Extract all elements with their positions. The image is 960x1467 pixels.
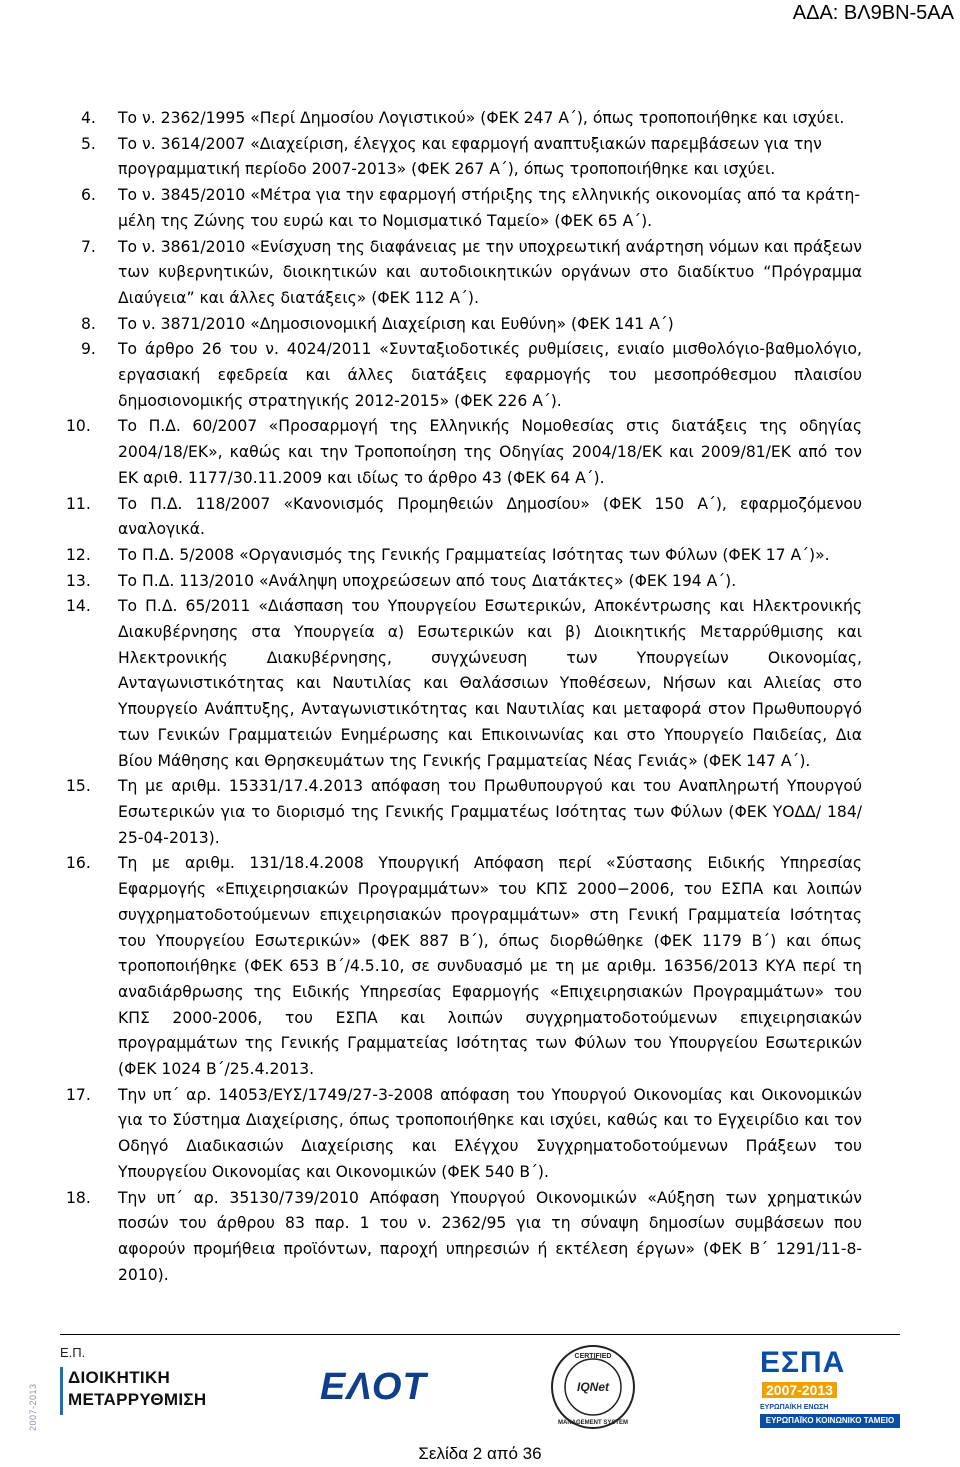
item-number: 6. — [81, 186, 96, 205]
item-number: 13. — [66, 571, 91, 590]
item-number: 16. — [66, 854, 91, 873]
list-item — [82, 132, 862, 183]
list-item — [82, 235, 862, 312]
espa-title: ΕΣΠΑ — [760, 1346, 846, 1379]
ep-dioikitiki-metarrythmisi-logo — [60, 1345, 210, 1425]
item-number: 4. — [81, 109, 96, 127]
item-text: Τη με αριθμ. 131/18.4.2008 Υπουργική Απόφαση περί «Σύστασης Ειδικής Υπηρεσίας Εφαρμογής «Επιχειρησιακών Προγραμμάτων» του ΚΠΣ 2000−2006, του ΕΣΠΑ και λοιπών συγχρηματοδοτούμενων επιχειρησιακών προγραμμάτων» στη Γενική Γραμματεία Ισότητας του Υπουργείου Εσωτερικών» (ΦΕΚ 887 Β΄), όπως διορθώθηκε (ΦΕΚ 1179 Β΄) και όπως τροποποιήθηκε (ΦΕΚ 653 Β΄/4.5.10, σε συνδυασμό με τη με αριθμ. 16356/2013 ΚΥΑ περί τη αναδιάρθρωσης της Ειδικής Υπηρεσίας Εφαρμογής «Επιχειρησιακών Προγραμμάτων» του ΚΠΣ 2000-2006, του ΕΣΠΑ και λοιπών συγχρηματοδοτούμενων επιχειρησιακών προγραμμάτων της Γενικής Γραμματείας Ισότητας των Φύλων του Υπουργείου Εσωτερικών (ΦΕΚ 1024 Β΄/25.4.2013. — [118, 854, 862, 1079]
ep-logo-bar — [60, 1367, 63, 1415]
item-text: Την υπ΄ αρ. 35130/739/2010 Απόφαση Υπουργού Οικονομικών «Αύξηση των χρηματικών ποσών του άρθρου 83 παρ. 1 του ν. 2362/95 για τη σύναψη δημοσίων συμβάσεων που αφορούν προμήθεια προϊόντων, παροχή υπηρεσιών ή εκτέλεση έργων» (ΦΕΚ Β΄ 1291/11-8-2010). — [118, 1188, 862, 1284]
cert-bottom-text: MANAGEMENT SYSTEM — [557, 1420, 629, 1426]
list-item — [66, 774, 862, 851]
item-number: 14. — [66, 597, 91, 616]
item-number: 5. — [81, 134, 96, 153]
list-item — [82, 106, 862, 132]
item-text: Την υπ΄ αρ. 14053/ΕΥΣ/1749/27-3-2008 απόφαση του Υπουργού Οικονομίας και Οικονομικών για το Σύστημα Διαχείρισης, όπως τροποποιήθηκε και ισχύει, καθώς και το Εγχειρίδιο και τον Οδηγό Διαδικασιών Διαχείρισης και Ελέγχου Συγχρηματοδοτούμενων Πράξεων του Υπουργείου Οικονομίας και Οικονομικών (ΦΕΚ 540 Β΄). — [118, 1085, 862, 1181]
list-item — [66, 1186, 862, 1289]
list-item — [66, 851, 862, 1082]
legal-basis-list — [66, 106, 862, 1288]
years-side-label: 2007-2013 — [28, 1383, 38, 1431]
espa-logo — [760, 1346, 900, 1430]
item-text: Το Π.Δ. 5/2008 «Οργανισμός της Γενικής Γραμματείας Ισότητας των Φύλων (ΦΕΚ 17 Α΄)». — [118, 545, 830, 564]
list-item — [66, 569, 862, 595]
item-text: Το άρθρο 26 του ν. 4024/2011 «Συνταξιοδοτικές ρυθμίσεις, ενιαίο μισθολόγιο-βαθμολόγιο, εργασιακή εφεδρεία και άλλες διατάξεις εφαρμογής του μεσοπρόθεσμου πλαισίου δημοσιονομικής στρατηγικής 2012-2015» (ΦΕΚ 226 Α΄). — [118, 340, 862, 410]
item-text: Το ν. 3845/2010 «Μέτρα για την εφαρμογή στήριξης της ελληνικής οικονομίας από τα κράτη- μέλη της Ζώνης του ευρώ και το Νομισματικό Ταμείο» (ΦΕΚ 65 Α΄). — [118, 186, 861, 230]
item-text: Το Π.Δ. 118/2007 «Κανονισμός Προμηθειών Δημοσίου» (ΦΕΚ 150 Α΄), εφαρμοζόμενου αναλογικά. — [118, 494, 862, 539]
list-item — [82, 337, 862, 414]
espa-years: 2007-2013 — [762, 1382, 837, 1398]
cert-top-text: CERTIFIED — [574, 1353, 612, 1360]
item-number: 7. — [81, 237, 96, 256]
item-number: 18. — [66, 1188, 91, 1207]
list-item — [66, 543, 862, 569]
list-item — [66, 1083, 862, 1186]
item-number: 9. — [81, 340, 96, 359]
list-item — [66, 492, 862, 543]
ep-line1: ΔΙΟΙΚΗΤΙΚΗ — [68, 1368, 171, 1387]
cert-mid-text: IQNet — [576, 1380, 610, 1394]
item-number: 8. — [81, 314, 96, 333]
iqnet-certification-seal — [550, 1344, 636, 1430]
ep-label: Ε.Π. — [60, 1345, 86, 1360]
item-text: Το ν. 2362/1995 «Περί Δημοσίου Λογιστικού» (ΦΕΚ 247 Α΄), όπως τροποποιήθηκε και ισχύει. — [118, 109, 845, 127]
ada-code: ΑΔΑ: ΒΛ9ΒΝ-5ΑΑ — [792, 2, 954, 24]
item-number: 10. — [66, 417, 91, 436]
elot-logo — [320, 1366, 438, 1408]
espa-fund-label: ΕΥΡΩΠΑΪΚΟ ΚΟΙΝΩΝΙΚΟ ΤΑΜΕΙΟ — [760, 1414, 900, 1428]
list-item — [82, 183, 862, 234]
item-text: Το Π.Δ. 113/2010 «Ανάληψη υποχρεώσεων από τους Διατάκτες» (ΦΕΚ 194 Α΄). — [118, 571, 737, 590]
page-number: Σελίδα 2 από 36 — [418, 1444, 542, 1463]
item-number: 17. — [66, 1085, 91, 1104]
item-number: 12. — [66, 545, 91, 564]
item-text: Το ν. 3614/2007 «Διαχείριση, έλεγχος και εφαρμογή αναπτυξιακών παρεμβάσεων για την προγραμματική περίοδο 2007-2013» (ΦΕΚ 267 Α΄), όπως τροποποιήθηκε και ισχύει. — [118, 134, 822, 179]
list-item — [82, 312, 862, 338]
footer-divider — [60, 1334, 900, 1335]
item-text: Το ν. 3871/2010 «Δημοσιονομική Διαχείριση και Ευθύνη» (ΦΕΚ 141 Α΄) — [118, 314, 674, 333]
item-number: 11. — [66, 494, 91, 513]
item-text: Το Π.Δ. 65/2011 «Διάσπαση του Υπουργείου Εσωτερικών, Αποκέντρωσης και Ηλεκτρονικής Διακυβέρνησης στα Υπουργεία α) Εσωτερικών και β) Διοικητικής Μεταρρύθμισης και Ηλεκτρονικής Διακυβέρνησης, συγχώνευση των Υπουργείων Οικονομίας, Ανταγωνιστικότητας και Ναυτιλίας και Θαλάσσιων Υποθέσεων, Νήσων και Αλιείας στο Υπουργείο Ανάπτυξης, Ανταγωνιστικότητας και Ναυτιλίας και μεταφορά στον Πρωθυπουργό των Γενικών Γραμματειών Ενημέρωσης και Επικοινωνίας και στο Υπουργείο Παιδείας, Δια Βίου Μάθησης και Θρησκευμάτων της Γενικής Γραμματείας Νέας Γενιάς» (ΦΕΚ 147 Α΄). — [118, 597, 862, 770]
ep-line2: ΜΕΤΑΡΡΥΘΜΙΣΗ — [68, 1390, 207, 1409]
list-item — [66, 414, 862, 491]
espa-eu-label: ΕΥΡΩΠΑΪΚΗ ΕΝΩΣΗ — [760, 1404, 829, 1411]
elot-text: ΕΛΟΤ — [320, 1366, 427, 1408]
certification-seal-icon — [550, 1344, 636, 1430]
item-text: Τη με αριθμ. 15331/17.4.2013 απόφαση του Πρωθυπουργού και του Αναπληρωτή Υπουργού Εσωτερικών για το διορισμό της Γενικής Γραμματέως Ισότητας των Φύλων (ΦΕΚ ΥΟΔΔ/ 184/ 25-04-2013). — [118, 777, 862, 847]
list-item — [66, 594, 862, 774]
item-text: Το Π.Δ. 60/2007 «Προσαρμογή της Ελληνικής Νομοθεσίας στις διατάξεις της οδηγίας 2004/18/ΕΚ», καθώς και την Τροποποίηση της Οδηγίας 2004/18/ΕΚ και 2009/81/ΕΚ από τον ΕΚ αριθ. 1177/30.11.2009 και ιδίως το άρθρο 43 (ΦΕΚ 64 Α΄). — [118, 417, 862, 487]
item-text: Το ν. 3861/2010 «Ενίσχυση της διαφάνειας με την υποχρεωτική ανάρτηση νόμων και πράξεων των κυβερνητικών, διοικητικών και αυτοδιοικητικών οργάνων στο διαδίκτυο “Πρόγραμμα Διαύγεια” και άλλες διατάξεις» (ΦΕΚ 112 Α΄). — [118, 237, 862, 307]
item-number: 15. — [66, 777, 91, 796]
